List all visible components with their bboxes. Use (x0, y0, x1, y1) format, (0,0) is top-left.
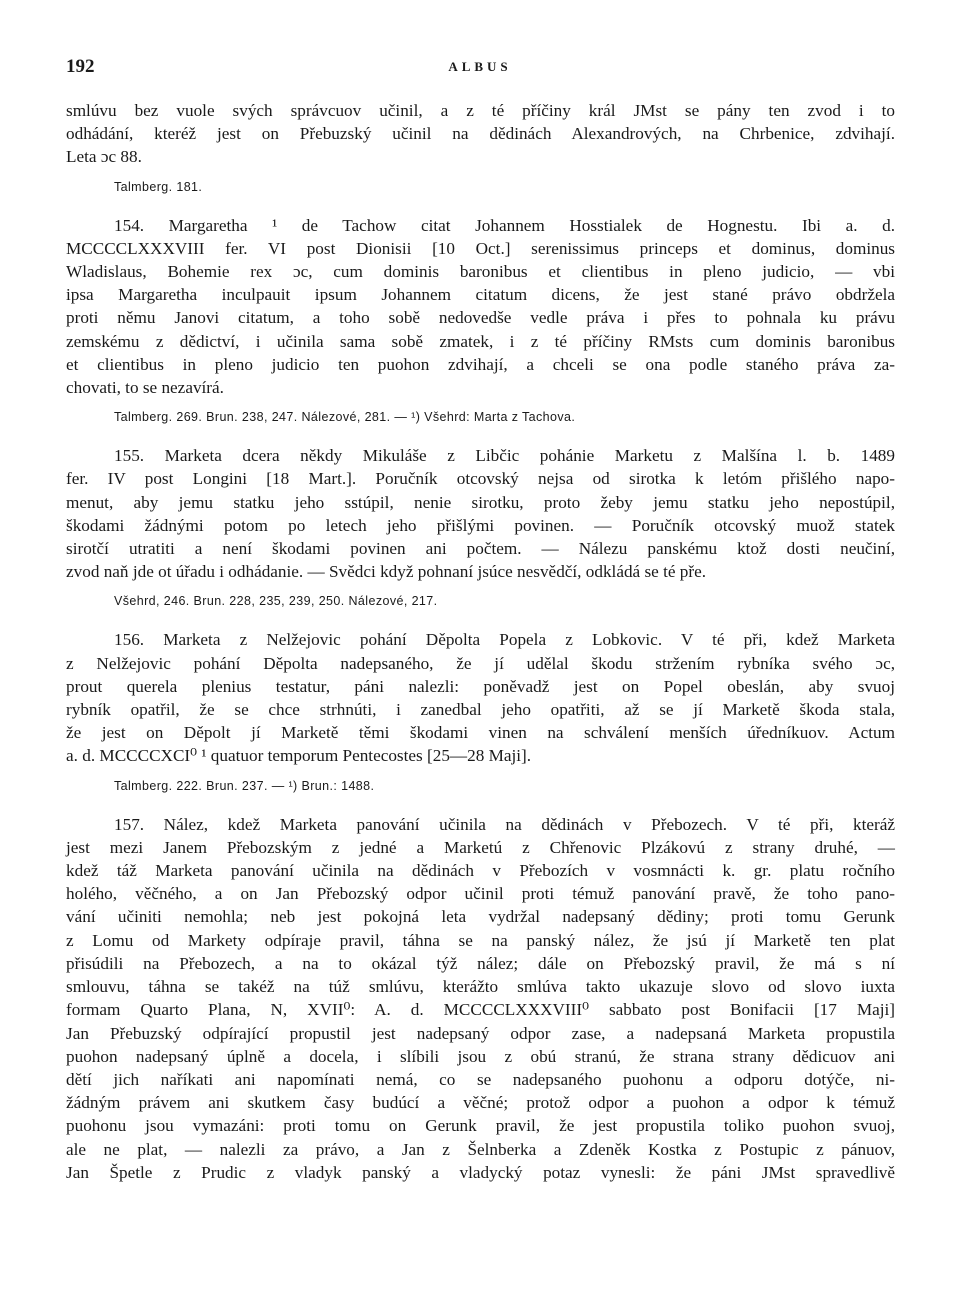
text-line: Jan Špetle z Prudic z vladyk panský a vladycký potaz vynesli: že páni JMst spravedlivě (66, 1162, 895, 1182)
citation: Všehrd, 246. Brun. 228, 235, 239, 250. Nálezové, 217. (114, 594, 438, 609)
page-header (66, 56, 894, 80)
text-line: že jest on Děpolt jí Marketě těmi škodami vinen na schválení menších úředníkuov. Actum (66, 723, 895, 743)
paragraph (66, 444, 895, 583)
entry-154 (66, 214, 895, 428)
citation: Talmberg. 222. Brun. 237. — ¹) Brun.: 1488. (114, 778, 375, 793)
running-head: ALBUS (448, 59, 512, 74)
page-number: 192 (66, 56, 95, 77)
text-line: Jan Přebuzský odpírající propustil jest nadepsaný odpor zase, a nadepsaná Marketa propustila (66, 1023, 895, 1043)
text-line: Leta ɔc 88. (66, 147, 142, 167)
paragraph (66, 628, 895, 767)
text-line: ale ne plat, — nalezli za právo, a Jan z Šelnberka a Zdeněk Kostka z Postupic z pánuov, (66, 1139, 895, 1159)
text-line: ipsa Margaretha inculpauit ipsum Johannem citatum dicens, že jest stané právo obdržela (66, 285, 895, 305)
text-line: a. d. MCCCCXCI⁰ ¹ quatuor temporum Pentecostes [25—28 Maji]. (66, 746, 532, 766)
entry-156 (66, 628, 895, 795)
text-line: et clientibus in pleno judicio ten puohon zdvihají, a chceli se ona podle staného práva za- (66, 354, 895, 374)
text-line: prout querela plenius testatur, páni nalezli: poněvadž jest on Popel obeslán, aby svuoj (66, 676, 895, 696)
citation: Talmberg. 269. Brun. 238, 247. Nálezové, 281. — ¹) Všehrd: Marta z Tachova. (114, 410, 576, 425)
text-line: Wladislaus, Bohemie rex ɔc, cum dominis baronibus et clientibus in pleno judicio, — vbi (66, 262, 895, 282)
text-line: puohonu jsou vymazáni: proti tomu on Gerunk pravil, že jest propustila toliko puohon svuoj, (66, 1116, 895, 1136)
paragraph (66, 214, 895, 400)
entry-continuation (66, 99, 895, 197)
paragraph (66, 99, 895, 169)
paragraph (66, 813, 895, 1184)
text-line: sirotčí utratiti a není škodami povinen ani počtem. — Nálezu panskému ktož dosti neučiní, (66, 539, 895, 559)
entry-157 (66, 813, 895, 1184)
text-line: odhádání, kteréž jest on Přebuzský učinil na dědinách Alexandrových, na Chrbenice, zdvihají. (66, 124, 895, 144)
text-line: 156. Marketa z Nelžejovic pohání Děpolta Popela z Lobkovic. V té při, kdež Marketa (114, 630, 895, 650)
text-line: 157. Nález, kdež Marketa panování učinila na dědinách v Přebozech. V té při, kteráž (114, 814, 895, 834)
text-line: dětí jich naříkati ani napomínati nemá, co se nadepsaného puohonu a odporu dotýče, ni- (66, 1069, 895, 1089)
text-line: formam Quarto Plana, N, XVII⁰: A. d. MCCCCLXXXVIII⁰ sabbato post Bonifacii [17 Maji] (66, 1000, 895, 1020)
text-line: z Nelžejovic pohání Děpolta nadepsaného, že jí udělal škodu stržením rybníka svého ɔc, (66, 653, 895, 673)
text-line: menut, aby jemu statku jeho sstúpil, nenie sirotku, proto žeby jemu statku jeho nepostúpil, (66, 492, 895, 512)
text-line: MCCCCLXXXVIII fer. VI post Dionisii [10 Oct.] serenissimus princeps et dominus, dominus (66, 238, 895, 258)
text-line: přisúdili na Přebozech, a na to okázal týž nález; dále on Přebozský pravil, že má s ní (66, 953, 895, 973)
body-text (66, 99, 895, 1184)
text-line: kdež táž Marketa panování učinila na dědinách v Přebozích v vosmnácti k. gr. platu ročního (66, 861, 895, 881)
text-line: rybník opatřil, že se chce strhnúti, i zanedbal jeho opatřiti, až se jí Marketě škoda stala, (66, 700, 895, 720)
text-line: vání učiniti nemohla; neb jest pokojná leta vydržal nadepsaný dědiny; proti tomu Gerunk (66, 907, 895, 927)
citation: Talmberg. 181. (114, 179, 203, 194)
text-line: zvod naň jde ot úřadu i odhádanie. — Svědci když pohnaní jsúce nesvědčí, odkládá se té pře. (66, 562, 707, 582)
text-line: smlúvu bez vuole svých správcuov učinil, a z té příčiny král JMst se pány ten zvod i to (66, 101, 895, 120)
text-line: jest mezi Janem Přebozským z jedné a Marketú z Chřenovic Plzákovú z strany druhé, — (66, 837, 895, 857)
text-line: škodami žádnými potom po letech jeho přišlými povinen. — Poručník otcovský muož statek (66, 515, 895, 535)
text-line: žádným právem ani skutkem časy budúcí a věčné; protož odpor a puohon a odpor k témuž (66, 1093, 895, 1113)
entry-155 (66, 444, 895, 611)
text-line: smlouvu, táhna se takéž na túž smlúvu, kterážto smlúva takto ukazuje slovo od slovo iuxta (66, 977, 895, 997)
text-line: puohon nadepsaný úplně a docela, i slíbili jsou z obú stranú, že strana strany dědicuov ani (66, 1046, 895, 1066)
text-line: 154. Margaretha ¹ de Tachow citat Johannem Hosstialek de Hognestu. Ibi a. d. (114, 215, 895, 235)
text-line: 155. Marketa dcera někdy Mikuláše z Libčic pohánie Marketu z Malšína l. b. 1489 (114, 446, 895, 466)
text-line: holého, věčného, a on Jan Přebozský odpor učinil proti témuž panování pravě, že toho pano- (66, 884, 895, 904)
text-line: z Lomu od Markety odpíraje pravil, táhna se na panský nález, že jsú jí Marketě ten plat (66, 930, 895, 950)
text-line: chovati, to se nezavírá. (66, 378, 224, 398)
text-line: proti němu Janovi citatum, a toho sobě nedovedše vedle práva i přes to pohnala ku právu (66, 308, 895, 328)
text-line: zemskému z dědictví, i učinila sama sobě zmatek, i z té příčiny RMsts cum dominis baronibus (66, 331, 895, 351)
text-line: fer. IV post Longini [18 Mart.]. Poručník otcovský nejsa od sirotka k letóm přišlého napo- (66, 469, 895, 489)
